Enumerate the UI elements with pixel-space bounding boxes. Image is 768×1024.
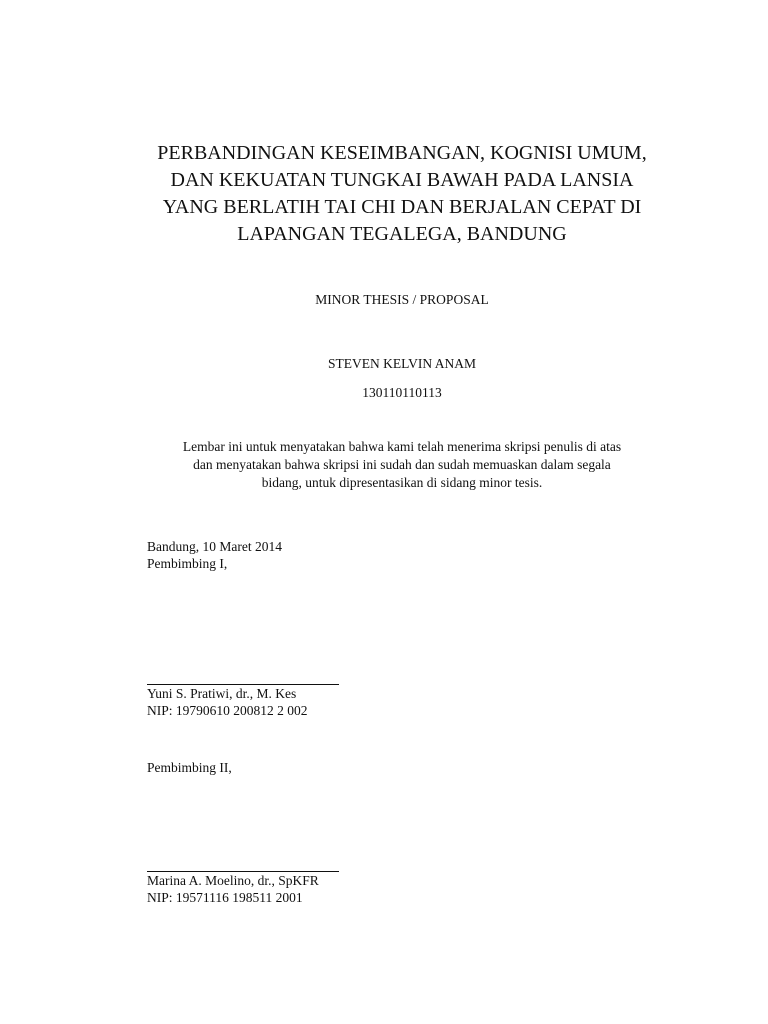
- title-line-4: LAPANGAN TEGALEGA, BANDUNG: [237, 223, 567, 245]
- supervisor-1-name: Yuni S. Pratiwi, dr., M. Kes: [147, 686, 297, 701]
- place-date: Bandung, 10 Maret 2014: [147, 539, 282, 554]
- author-name: STEVEN KELVIN ANAM: [328, 356, 476, 371]
- supervisor-2-block: [147, 872, 319, 906]
- supervisor-2-label-block: [147, 759, 232, 776]
- place-date-block: [147, 538, 282, 572]
- statement-line-2: dan menyatakan bahwa skripsi ini sudah dan sudah memuaskan dalam segala: [193, 457, 611, 472]
- student-id: 130110110113: [362, 385, 442, 400]
- supervisor-1-label: Pembimbing I,: [147, 556, 228, 571]
- thesis-title: [100, 140, 704, 248]
- title-line-2: DAN KEKUATAN TUNGKAI BAWAH PADA LANSIA: [170, 169, 634, 191]
- statement-line-1: Lembar ini untuk menyatakan bahwa kami telah menerima skripsi penulis di atas: [182, 439, 622, 454]
- statement-line-3: bidang, untuk dipresentasikan di sidang minor tesis.: [261, 475, 543, 490]
- title-line-3: YANG BERLATIH TAI CHI DAN BERJALAN CEPAT DI: [162, 196, 642, 218]
- supervisor-1-block: [147, 685, 308, 719]
- approval-statement: [100, 438, 704, 492]
- supervisor-2-label: Pembimbing II,: [147, 760, 232, 775]
- supervisor-2-nip: NIP: 19571116 198511 2001: [147, 890, 303, 905]
- supervisor-2-name: Marina A. Moelino, dr., SpKFR: [147, 873, 319, 888]
- title-line-1: PERBANDINGAN KESEIMBANGAN, KOGNISI UMUM,: [157, 142, 647, 164]
- supervisor-1-nip: NIP: 19790610 200812 2 002: [147, 703, 308, 718]
- document-type: MINOR THESIS / PROPOSAL: [315, 292, 489, 307]
